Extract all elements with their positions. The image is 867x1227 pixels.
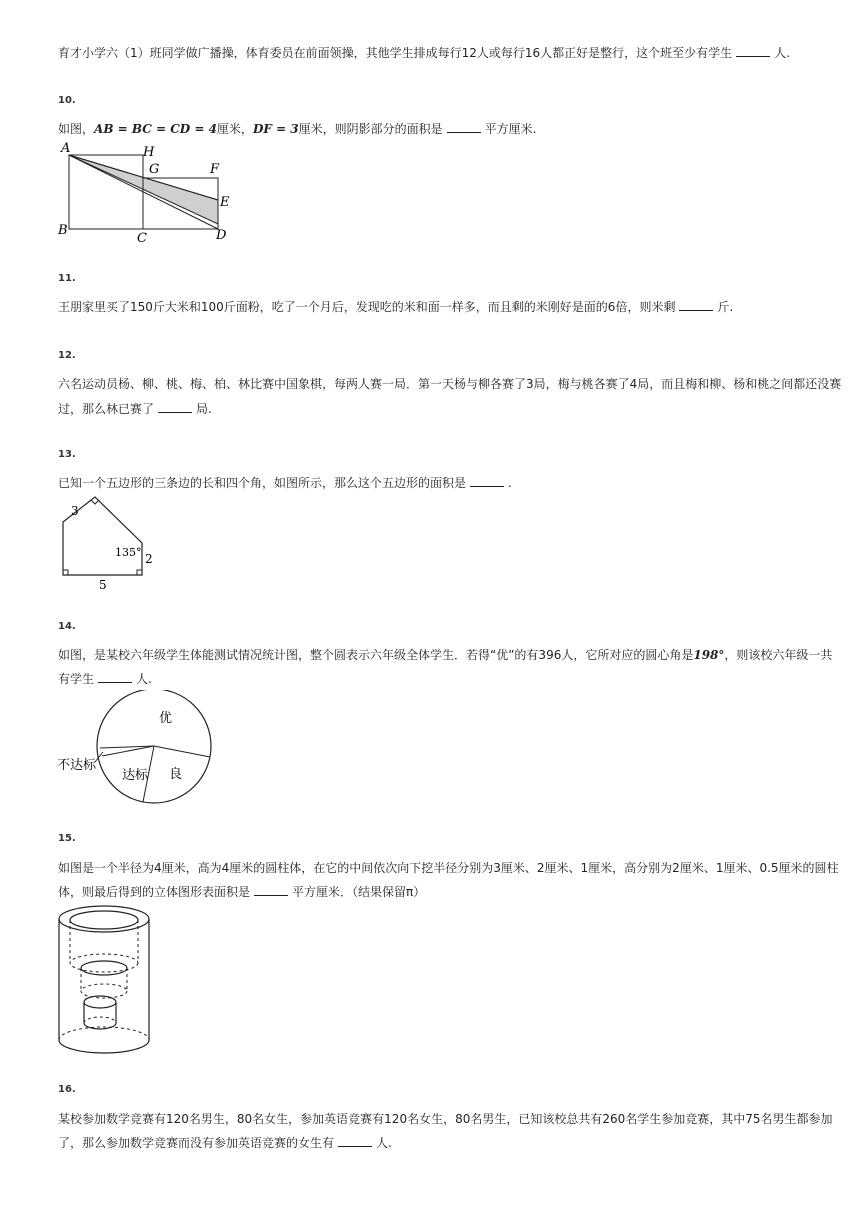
q13-right-angle-bottom-right — [137, 570, 142, 575]
q15-line2 — [58, 879, 809, 905]
q12-line2 — [58, 396, 809, 422]
q12-number: 12. — [58, 350, 76, 361]
q12-line2-a: 过，那么林已赛了 — [58, 402, 155, 416]
q9-text-b: 人. — [774, 46, 791, 60]
q14-line2-a: 有学生 — [58, 672, 95, 686]
q12-answer-blank[interactable] — [158, 400, 192, 413]
q14-label-budabiao: 不达标 — [57, 758, 97, 773]
q13-pentagon-figure — [55, 493, 165, 593]
q16-line1: 某校参加数学竞赛有120名男生，80名女生，参加英语竞赛有120名女生，80名男生，已知该校总共有260名学生参加竞赛，其中75名男生都参加 — [58, 1112, 833, 1126]
q11-text — [58, 294, 809, 320]
q16-line2-a: 了，那么参加数学竞赛而没有参加英语竞赛的女生有 — [58, 1136, 335, 1150]
q14-line1 — [58, 642, 833, 668]
q13-label-side3: 3 — [71, 504, 79, 518]
q10-label-f: F — [210, 162, 220, 177]
q10-label-c: C — [137, 231, 147, 246]
q15-line2-b: 平方厘米．（结果保留π） — [292, 885, 426, 899]
q15-number: 15. — [58, 833, 76, 844]
q14-pie-divider-you-liang — [154, 746, 210, 757]
q13-number: 13. — [58, 449, 76, 460]
q10-answer-blank[interactable] — [447, 120, 481, 133]
q16-line2 — [58, 1130, 809, 1156]
q15-outer-top-ellipse — [59, 906, 149, 932]
q9-answer-blank[interactable] — [736, 44, 770, 57]
q10-label-d: D — [216, 228, 227, 243]
q14-line1-a: 如图，是某校六年级学生体能测试情况统计图，整个圆表示六年级全体学生．若得“优”的有396人，它所对应的圆心角是 — [58, 648, 694, 662]
q11-answer-blank[interactable] — [679, 298, 713, 311]
q13-text-b: . — [508, 476, 512, 490]
q14-label-you: 优 — [159, 711, 173, 726]
q15-line1: 如图是一个半径为4厘米，高为4厘米的圆柱体，在它的中间依次向下挖半径分别为3厘米、2厘米、1厘米，高分别为2厘米、1厘米、0.5厘米的圆柱 — [58, 861, 839, 875]
q13-right-angle-bottom-left — [63, 570, 68, 575]
q14-line2 — [58, 666, 809, 692]
q15-outer-bottom-front — [59, 1040, 149, 1053]
q15-hole1-bottom-ellipse — [70, 954, 138, 972]
q14-answer-blank[interactable] — [98, 670, 132, 683]
q14-label-liang: 良 — [169, 767, 183, 782]
q10-label-a: A — [61, 141, 71, 156]
q16-number: 16. — [58, 1084, 76, 1095]
q10-text-b: 厘米， — [216, 122, 253, 136]
q11-text-a: 王朋家里买了150斤大米和100斤面粉，吃了一个月后，发现吃的米和面一样多，而且剩的米刚好是面的6倍，则米剩 — [58, 300, 676, 314]
q15-hole3-bottom-front — [84, 1023, 116, 1029]
q13-text — [58, 470, 809, 496]
q10-text-d: 平方厘米. — [484, 122, 537, 136]
q16-answer-blank[interactable] — [338, 1134, 372, 1147]
q10-number: 10. — [58, 95, 76, 106]
q13-text-a: 已知一个五边形的三条边的长和四个角，如图所示，那么这个五边形的面积是 — [58, 476, 467, 490]
q13-label-side5: 5 — [99, 578, 107, 592]
q13-label-side2: 2 — [145, 552, 153, 566]
q10-label-b: B — [58, 223, 68, 238]
q10-math-a: AB = BC = CD = 4 — [94, 122, 217, 136]
q11-text-b: 斤. — [717, 300, 734, 314]
q14-label-dabiao: 达标 — [122, 768, 149, 783]
q10-text-a: 如图， — [58, 122, 95, 136]
q12-line2-b: 局. — [196, 402, 212, 416]
q12-line1: 六名运动员杨、柳、桃、梅、柏、林比赛中国象棋，每两人赛一局．第一天杨与柳各赛了3局，梅与桃各赛了4局，而且梅和柳、杨和桃之间都还没赛 — [58, 377, 842, 391]
q10-figure — [55, 140, 245, 248]
q13-right-angle-top — [91, 500, 99, 504]
q10-text — [58, 116, 809, 142]
q14-line1-b: ，则该校六年级一共 — [724, 648, 833, 662]
q10-text-c: 厘米，则阴影部分的面积是 — [298, 122, 443, 136]
q15-answer-blank[interactable] — [254, 883, 288, 896]
q15-line2-a: 体，则最后得到的立体图形表面积是 — [58, 885, 251, 899]
q15-hole3-top-ellipse — [84, 996, 116, 1008]
q10-label-g: G — [149, 162, 160, 177]
q15-hole2-top-ellipse — [81, 961, 127, 975]
q9-text — [58, 40, 809, 66]
q16-line2-b: 人. — [376, 1136, 392, 1150]
q15-cylinder-figure — [55, 903, 155, 1055]
q14-line2-b: 人. — [136, 672, 152, 686]
q15-hole1-top-ellipse — [70, 911, 138, 929]
q10-math-b: DF = 3 — [252, 122, 299, 136]
q13-answer-blank[interactable] — [470, 474, 504, 487]
q11-number: 11. — [58, 273, 76, 284]
q14-math-angle: 198° — [693, 648, 725, 662]
q10-label-h: H — [143, 145, 155, 160]
q14-pie-figure — [55, 690, 225, 805]
q14-number: 14. — [58, 621, 76, 632]
q15-hole3-bottom-back — [84, 1017, 116, 1023]
q13-label-angle: 135° — [115, 546, 142, 559]
q10-label-e: E — [220, 195, 230, 210]
q9-text-a: 育才小学六（1）班同学做广播操，体育委员在前面领操，其他学生排成每行12人或每行16人都正好是整行，这个班至少有学生 — [58, 46, 733, 60]
